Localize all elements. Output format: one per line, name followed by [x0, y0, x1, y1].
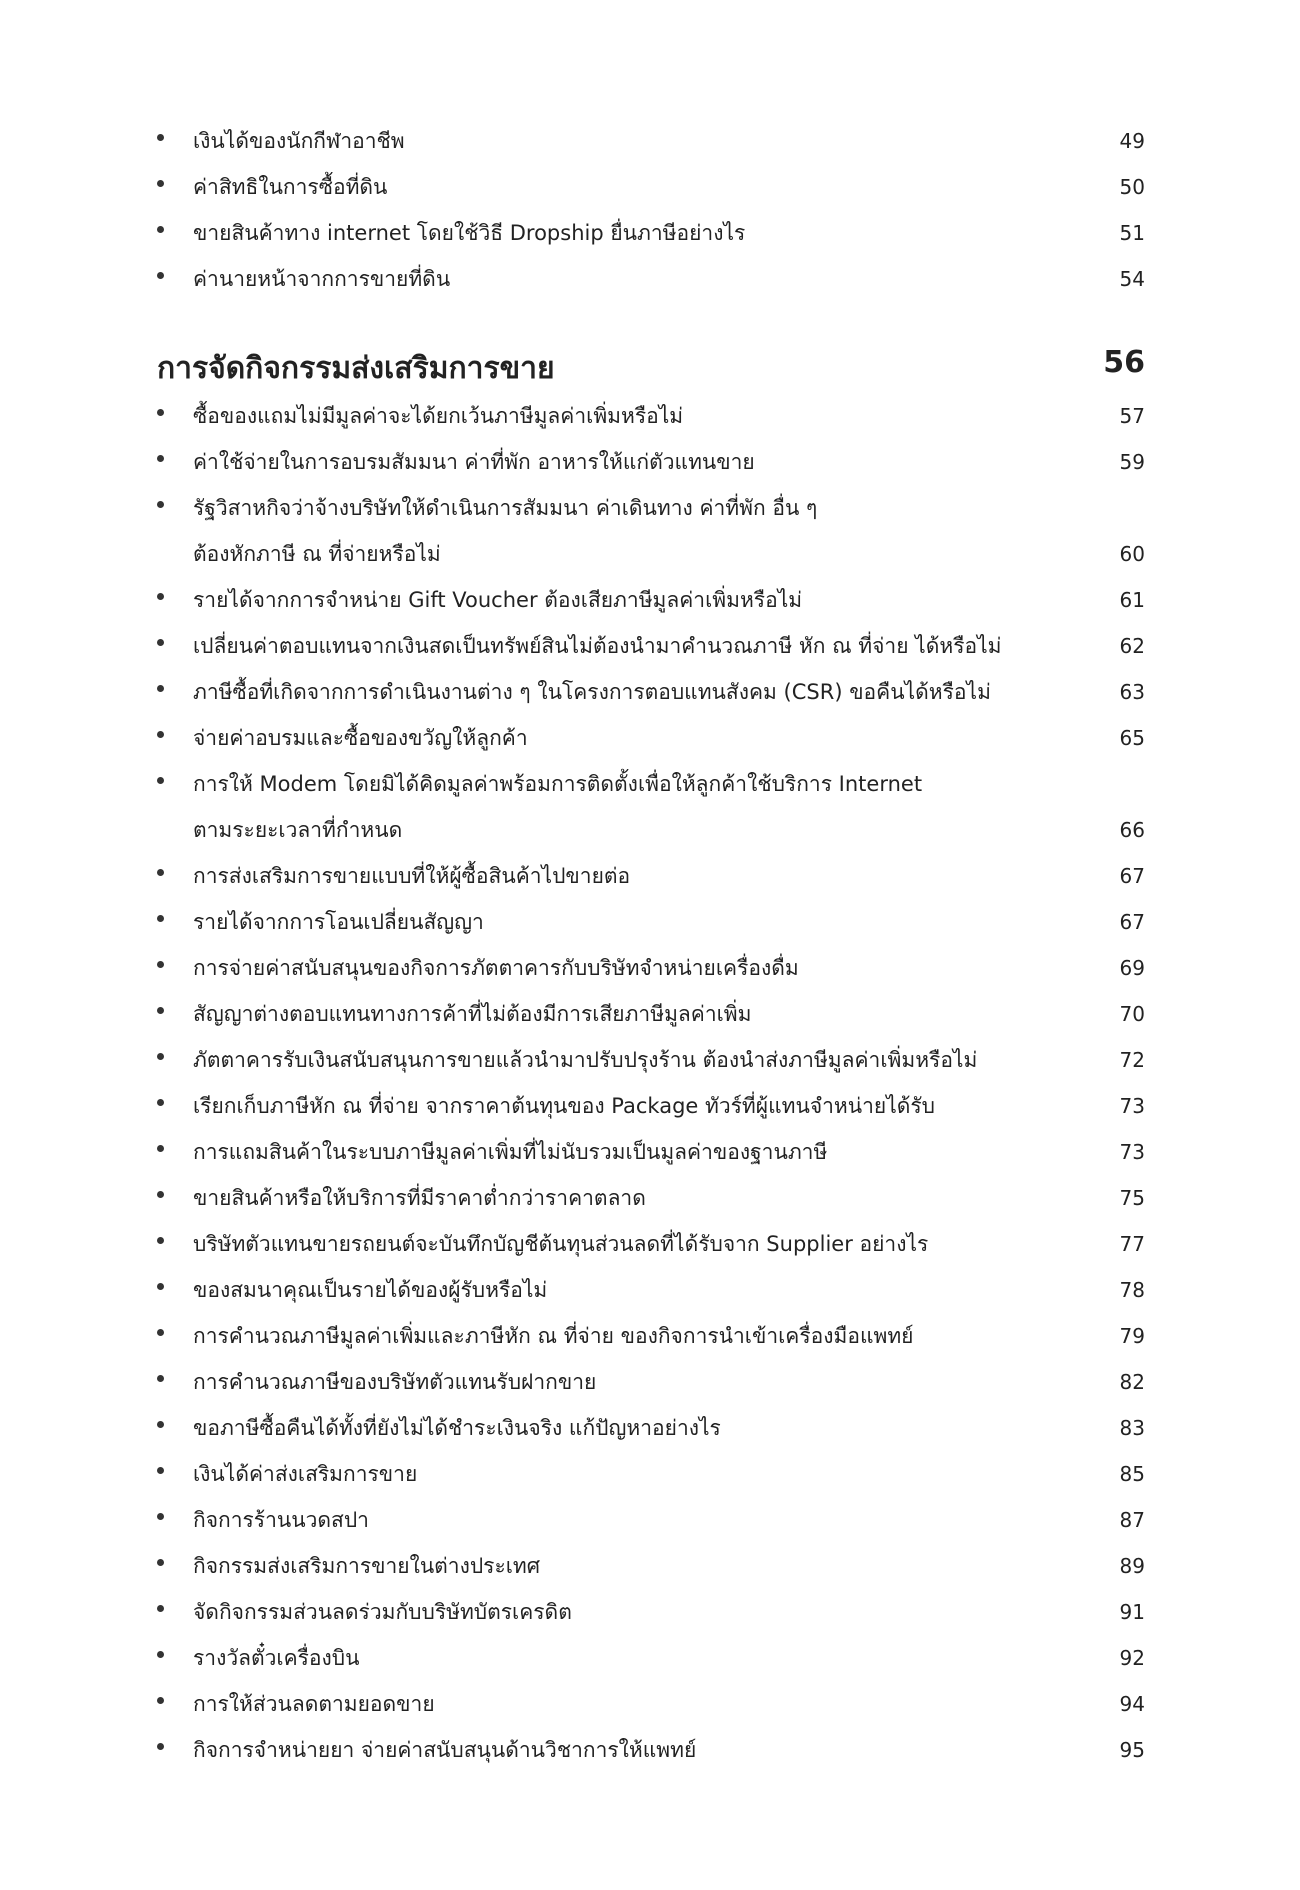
toc-entry-page: 83 — [1119, 1416, 1145, 1440]
bullet-icon — [157, 1651, 164, 1658]
bullet-icon — [157, 180, 164, 187]
toc-entry — [0, 1269, 1300, 1311]
toc-entry-title: การแถมสินค้าในระบบภาษีมูลค่าเพิ่มที่ไม่นับรวมเป็นมูลค่าของฐานภาษี — [193, 1140, 828, 1164]
toc-entry — [0, 1545, 1300, 1587]
toc-entry — [0, 993, 1300, 1035]
toc-entry-page: 59 — [1119, 450, 1145, 474]
toc-entry-title: กิจการร้านนวดสปา — [193, 1508, 369, 1532]
toc-entry — [0, 1683, 1300, 1725]
bullet-icon — [157, 731, 164, 738]
toc-entry-title: เงินได้ค่าส่งเสริมการขาย — [193, 1462, 418, 1486]
bullet-icon — [157, 1421, 164, 1428]
toc-entry-title: การจ่ายค่าสนับสนุนของกิจการภัตตาคารกับบริษัทจำหน่ายเครื่องดื่ม — [193, 956, 799, 980]
toc-entry-title: เรียกเก็บภาษีหัก ณ ที่จ่าย จากราคาต้นทุนของ Package ทัวร์ที่ผู้แทนจำหน่ายได้รับ — [193, 1094, 936, 1118]
toc-entry-page: 73 — [1119, 1140, 1145, 1164]
bullet-icon — [157, 1237, 164, 1244]
toc-entry-page: 69 — [1119, 956, 1145, 980]
toc-entry — [0, 1453, 1300, 1495]
toc-entry-title: รายได้จากการโอนเปลี่ยนสัญญา — [193, 910, 484, 934]
toc-entry-title: ภาษีซื้อที่เกิดจากการดำเนินงานต่าง ๆ ในโครงการตอบแทนสังคม (CSR) ขอคืนได้หรือไม่ — [193, 680, 991, 704]
bullet-icon — [157, 1513, 164, 1520]
toc-entry-title: รางวัลตั๋วเครื่องบิน — [193, 1646, 360, 1670]
bullet-icon — [157, 685, 164, 692]
toc-entry-title-continued: ตามระยะเวลาที่กำหนด — [193, 818, 403, 842]
bullet-icon — [157, 1145, 164, 1152]
toc-entry-page: 75 — [1119, 1186, 1145, 1210]
bullet-icon — [157, 915, 164, 922]
toc-entry-page: 91 — [1119, 1600, 1145, 1624]
toc-entry-title: ภัตตาคารรับเงินสนับสนุนการขายแล้วนำมาปรับปรุงร้าน ต้องนำส่งภาษีมูลค่าเพิ่มหรือไม่ — [193, 1048, 978, 1072]
toc-entry-page: 63 — [1119, 680, 1145, 704]
toc-entry-page: 94 — [1119, 1692, 1145, 1716]
toc-entry — [0, 579, 1300, 621]
bullet-icon — [157, 777, 164, 784]
toc-entry — [0, 1361, 1300, 1403]
toc-entry — [0, 947, 1300, 989]
toc-entry-title: การคำนวณภาษีมูลค่าเพิ่มและภาษีหัก ณ ที่จ่าย ของกิจการนำเข้าเครื่องมือแพทย์ — [193, 1324, 914, 1348]
toc-entry-title: เงินได้ของนักกีฬาอาชีพ — [193, 129, 405, 153]
toc-entry-title: ค่านายหน้าจากการขายที่ดิน — [193, 267, 451, 291]
bullet-icon — [157, 1375, 164, 1382]
toc-entry-title: ซื้อของแถมไม่มีมูลค่าจะได้ยกเว้นภาษีมูลค่าเพิ่มหรือไม่ — [193, 404, 684, 428]
bullet-icon — [157, 501, 164, 508]
bullet-icon — [157, 1191, 164, 1198]
bullet-icon — [157, 455, 164, 462]
toc-entry-page: 89 — [1119, 1554, 1145, 1578]
section-title: การจัดกิจกรรมส่งเสริมการขาย — [157, 351, 555, 386]
toc-entry-title-continued: ต้องหักภาษี ณ ที่จ่ายหรือไม่ — [193, 542, 441, 566]
toc-entry-title: การส่งเสริมการขายแบบที่ให้ผู้ซื้อสินค้าไปขายต่อ — [193, 864, 631, 888]
bullet-icon — [157, 961, 164, 968]
toc-entry-page: 95 — [1119, 1738, 1145, 1762]
toc-entry-title: กิจการจำหน่ายยา จ่ายค่าสนับสนุนด้านวิชาการให้แพทย์ — [193, 1738, 697, 1762]
toc-entry-title: ของสมนาคุณเป็นรายได้ของผู้รับหรือไม่ — [193, 1278, 548, 1302]
toc-entry-title: การให้ส่วนลดตามยอดขาย — [193, 1692, 435, 1716]
toc-entry — [0, 1177, 1300, 1219]
toc-entry-title: การคำนวณภาษีของบริษัทตัวแทนรับฝากขาย — [193, 1370, 597, 1394]
toc-entry-page: 77 — [1119, 1232, 1145, 1256]
toc-entry-page: 50 — [1119, 175, 1145, 199]
bullet-icon — [157, 869, 164, 876]
toc-entry-page: 49 — [1119, 129, 1145, 153]
toc-entry-title: สัญญาต่างตอบแทนทางการค้าที่ไม่ต้องมีการเสียภาษีมูลค่าเพิ่ม — [193, 1002, 752, 1026]
toc-entry-page: 73 — [1119, 1094, 1145, 1118]
toc-entry — [0, 855, 1300, 897]
toc-entry-title: รัฐวิสาหกิจว่าจ้างบริษัทให้ดำเนินการสัมมนา ค่าเดินทาง ค่าที่พัก อื่น ๆ — [193, 496, 818, 520]
toc-entry — [0, 1223, 1300, 1265]
toc-entry-page: 51 — [1119, 221, 1145, 245]
toc-entry-title: ขายสินค้าหรือให้บริการที่มีราคาต่ำกว่าราคาตลาด — [193, 1186, 646, 1210]
toc-entry-page: 85 — [1119, 1462, 1145, 1486]
toc-entry — [0, 1729, 1300, 1771]
toc-entry-title: ขอภาษีซื้อคืนได้ทั้งที่ยังไม่ได้ชำระเงินจริง แก้ปัญหาอย่างไร — [193, 1416, 721, 1440]
toc-entry — [0, 1499, 1300, 1541]
toc-entry-title: ขายสินค้าทาง internet โดยใช้วิธี Dropship ยื่นภาษีอย่างไร — [193, 221, 746, 245]
toc-entry-title: เปลี่ยนค่าตอบแทนจากเงินสดเป็นทรัพย์สินไม่ต้องนำมาคำนวณภาษี หัก ณ ที่จ่าย ได้หรือไม่ — [193, 634, 1002, 658]
toc-entry-page: 78 — [1119, 1278, 1145, 1302]
toc-entry-title: กิจกรรมส่งเสริมการขายในต่างประเทศ — [193, 1554, 541, 1578]
toc-entry — [0, 763, 1300, 851]
toc-entry-title: ค่าสิทธิในการซื้อที่ดิน — [193, 175, 388, 199]
toc-entry-page: 65 — [1119, 726, 1145, 750]
toc-entry-page: 66 — [1119, 818, 1145, 842]
bullet-icon — [157, 1697, 164, 1704]
toc-entry-page: 62 — [1119, 634, 1145, 658]
toc-entry-page: 67 — [1119, 910, 1145, 934]
bullet-icon — [157, 134, 164, 141]
toc-entry — [0, 671, 1300, 713]
toc-entry-page: 82 — [1119, 1370, 1145, 1394]
toc-entry — [0, 717, 1300, 759]
toc-entry — [0, 395, 1300, 437]
toc-entry — [0, 120, 1300, 162]
bullet-icon — [157, 593, 164, 600]
toc-entry — [0, 1315, 1300, 1357]
toc-entry-page: 87 — [1119, 1508, 1145, 1532]
bullet-icon — [157, 1467, 164, 1474]
toc-entry-page: 67 — [1119, 864, 1145, 888]
section-page-number: 56 — [1103, 345, 1145, 380]
toc-entry — [0, 441, 1300, 483]
toc-entry — [0, 1407, 1300, 1449]
toc-entry — [0, 625, 1300, 667]
toc-entry — [0, 1131, 1300, 1173]
bullet-icon — [157, 272, 164, 279]
toc-entry-title: การให้ Modem โดยมิได้คิดมูลค่าพร้อมการติดตั้งเพื่อให้ลูกค้าใช้บริการ Internet — [193, 772, 923, 796]
bullet-icon — [157, 1283, 164, 1290]
bullet-icon — [157, 1743, 164, 1750]
bullet-icon — [157, 1605, 164, 1612]
toc-entry-page: 92 — [1119, 1646, 1145, 1670]
toc-entry-title: รายได้จากการจำหน่าย Gift Voucher ต้องเสียภาษีมูลค่าเพิ่มหรือไม่ — [193, 588, 803, 612]
toc-entry — [0, 166, 1300, 208]
bullet-icon — [157, 1099, 164, 1106]
bullet-icon — [157, 1559, 164, 1566]
toc-entry-title: จัดกิจกรรมส่วนลดร่วมกับบริษัทบัตรเครดิต — [193, 1600, 572, 1624]
toc-entry — [0, 1591, 1300, 1633]
toc-entry — [0, 487, 1300, 575]
bullet-icon — [157, 226, 164, 233]
bullet-icon — [157, 1007, 164, 1014]
toc-entry-page: 60 — [1119, 542, 1145, 566]
toc-entry-page: 70 — [1119, 1002, 1145, 1026]
bullet-icon — [157, 1053, 164, 1060]
toc-entry — [0, 1637, 1300, 1679]
bullet-icon — [157, 409, 164, 416]
toc-entry-title: ค่าใช้จ่ายในการอบรมสัมมนา ค่าที่พัก อาหารให้แก่ตัวแทนขาย — [193, 450, 755, 474]
toc-entry-title: จ่ายค่าอบรมและซื้อของขวัญให้ลูกค้า — [193, 726, 528, 750]
bullet-icon — [157, 639, 164, 646]
toc-entry — [0, 1085, 1300, 1127]
toc-entry-page: 61 — [1119, 588, 1145, 612]
toc-entry-page: 72 — [1119, 1048, 1145, 1072]
toc-entry — [0, 1039, 1300, 1081]
toc-entry — [0, 901, 1300, 943]
bullet-icon — [157, 1329, 164, 1336]
toc-entry-page: 54 — [1119, 267, 1145, 291]
toc-entry — [0, 212, 1300, 254]
toc-entry-page: 57 — [1119, 404, 1145, 428]
toc-entry — [0, 258, 1300, 300]
toc-entry-title: บริษัทตัวแทนขายรถยนต์จะบันทึกบัญชีต้นทุนส่วนลดที่ได้รับจาก Supplier อย่างไร — [193, 1232, 929, 1256]
toc-entry-page: 79 — [1119, 1324, 1145, 1348]
